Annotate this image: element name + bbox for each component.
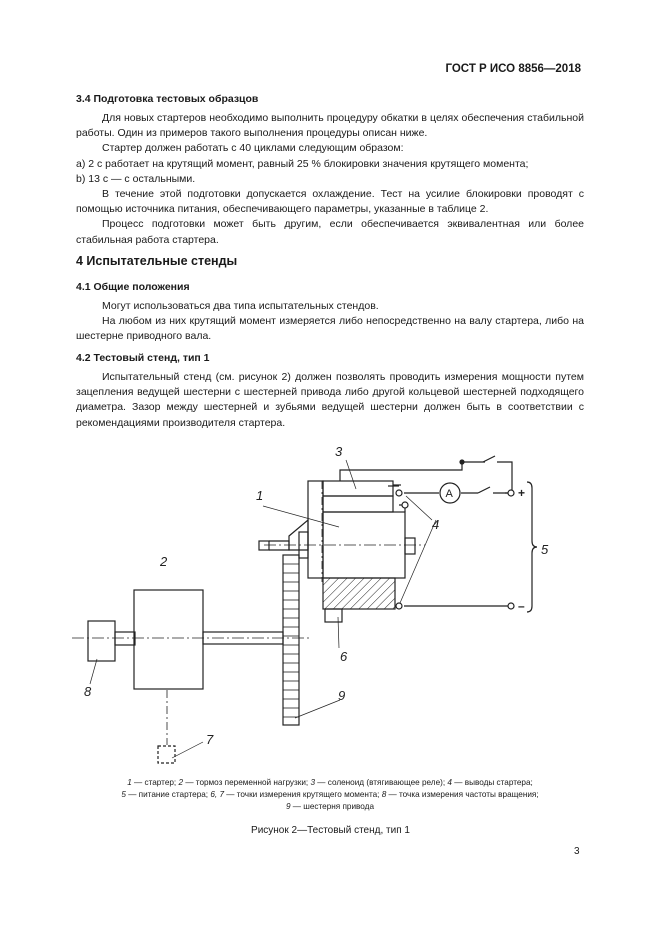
drive-gear-9 — [283, 555, 299, 725]
callout-4: 4 — [432, 517, 440, 532]
callout-3: 3 — [335, 444, 343, 459]
paragraph: Процесс подготовки может быть другим, если обеспечивается эквивалентная или более стабильная работа стартера. — [76, 218, 584, 246]
paragraph: Испытательный стенд (см. рисунок 2) должен позволять проводить измерения мощности путем зацепления ведущей шестерни с шестерней привода либо другой кольцевой шестерней подходящего диаметра. Зазор между шестерней и зубьями ведущей шестерни должен быть в соответствии с рекомендациями производителя стартера. — [76, 371, 584, 429]
solenoid-3 — [323, 481, 393, 496]
callout-9: 9 — [338, 688, 346, 703]
section-3-4-heading: 3.4 Подготовка тестовых образцов — [76, 93, 259, 105]
paragraph: Для новых стартеров необходимо выполнить процедуру обкатки в целях обеспечения стабильной работы. Один из примеров такого выполнения процедуры описан ниже. — [76, 112, 584, 140]
list-item-b: b) 13 с — с остальными. — [76, 172, 196, 185]
load-brake-2 — [134, 590, 203, 689]
minus-terminal-label: – — [518, 599, 525, 613]
torque-point-6 — [323, 578, 395, 609]
legend-line-1: 1 — стартер; 2 — тормоз переменной нагрузки; 3 — соленоид (втягивающее реле); 4 — выводы стартера; — [127, 778, 533, 787]
section-4-2-heading: 4.2 Тестовый стенд, тип 1 — [76, 352, 210, 364]
legend-line-3: 9 — шестерня привода — [285, 802, 375, 811]
callout-6: 6 — [340, 649, 348, 664]
page-number: 3 — [574, 846, 580, 857]
section-4-1-heading: 4.1 Общие положения — [76, 281, 190, 293]
section-4-heading: 4 Испытательные стенды — [76, 254, 238, 268]
paragraph: Стартер должен работать с 40 циклами следующим образом: — [102, 142, 404, 155]
torque-point-7 — [158, 746, 175, 763]
speed-sensor-8 — [88, 621, 115, 661]
callout-5: 5 — [541, 542, 549, 557]
callout-1: 1 — [256, 488, 264, 503]
figure-caption: Рисунок 2—Тестовый стенд, тип 1 — [251, 825, 410, 836]
figure-legend — [76, 777, 584, 813]
ammeter-label: A — [445, 488, 453, 500]
paragraph: На любом из них крутящий момент измеряется либо непосредственно на валу стартера, либо на шестерне приводного вала. — [76, 315, 584, 343]
plus-terminal-label: + — [518, 486, 526, 500]
paragraph: Могут использоваться два типа испытательных стендов. — [102, 300, 379, 312]
document-standard-header: ГОСТ Р ИСО 8856—2018 — [445, 63, 581, 75]
callout-7: 7 — [206, 732, 214, 747]
paragraph: В течение этой подготовки допускается охлаждение. Тест на усилие блокировки проводят с помощью источника питания, обеспечивающего параметры, указанные в таблице 2. — [76, 188, 584, 216]
callout-2: 2 — [160, 554, 168, 569]
legend-line-2: 5 — питание стартера; 6, 7 — точки измерения крутящего момента; 8 — точка измерения частоты вращения; — [121, 790, 539, 799]
callout-8: 8 — [84, 684, 92, 699]
list-item-a: a) 2 с работает на крутящий момент, равный 25 % блокировки значения крутящего момента; — [76, 157, 529, 170]
